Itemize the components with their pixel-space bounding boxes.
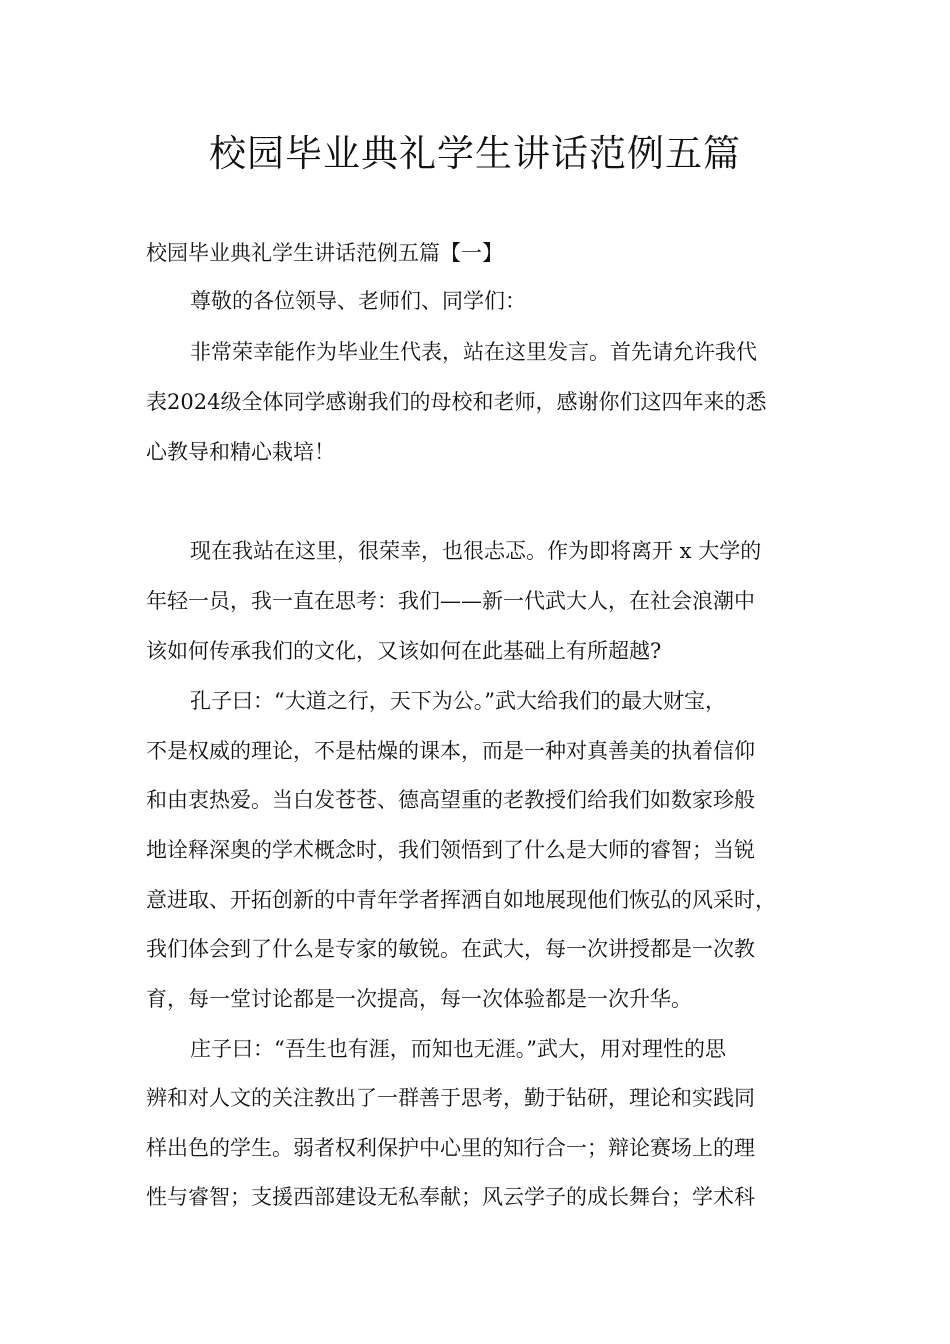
paragraph-line: 孔子曰：“大道之行，天下为公。”武大给我们的最大财宝， (190, 689, 726, 713)
paragraph-line: 育，每一堂讨论都是一次提高，每一次体验都是一次升华。 (146, 987, 692, 1011)
paragraph-line: 性与睿智；支援西部建设无私奉献；风云学子的成长舞台；学术科 (146, 1185, 755, 1209)
section-heading: 校园毕业典礼学生讲话范例五篇【一】 (146, 241, 503, 265)
paragraph-line: 我们体会到了什么是专家的敏锐。在武大，每一次讲授都是一次教 (146, 937, 755, 961)
paragraph-line: 年轻一员，我一直在思考：我们——新一代武大人，在社会浪潮中 (146, 589, 755, 613)
paragraph-line: 和由衷热爱。当白发苍苍、德高望重的老教授们给我们如数家珍般 (146, 788, 755, 812)
paragraph-line: 表2024级全体同学感谢我们的母校和老师，感谢你们这四年来的悉 (146, 390, 767, 414)
paragraph-line: 意进取、开拓创新的中青年学者挥洒自如地展现他们恢弘的风采时， (146, 888, 776, 912)
salutation: 尊敬的各位领导、老师们、同学们： (190, 289, 526, 313)
paragraph-line: 地诠释深奥的学术概念时，我们领悟到了什么是大师的睿智；当锐 (146, 838, 755, 862)
paragraph-line: 心教导和精心栽培！ (146, 440, 335, 464)
paragraph-line: 辨和对人文的关注教出了一群善于思考，勤于钻研，理论和实践同 (146, 1086, 755, 1110)
paragraph-line: 非常荣幸能作为毕业生代表，站在这里发言。首先请允许我代 (190, 340, 757, 364)
paragraph-line: 现在我站在这里，很荣幸，也很忐忑。作为即将离开 x 大学的 (190, 539, 762, 563)
paragraph-line: 该如何传承我们的文化，又该如何在此基础上有所超越? (146, 639, 662, 663)
paragraph-line: 不是权威的理论，不是枯燥的课本，而是一种对真善美的执着信仰 (146, 739, 755, 763)
paragraph-line: 庄子曰：“吾生也有涯，而知也无涯。”武大，用对理性的思 (190, 1037, 726, 1061)
paragraph-line: 样出色的学生。弱者权利保护中心里的知行合一；辩论赛场上的理 (146, 1136, 755, 1160)
document-title: 校园毕业典礼学生讲话范例五篇 (209, 132, 741, 175)
